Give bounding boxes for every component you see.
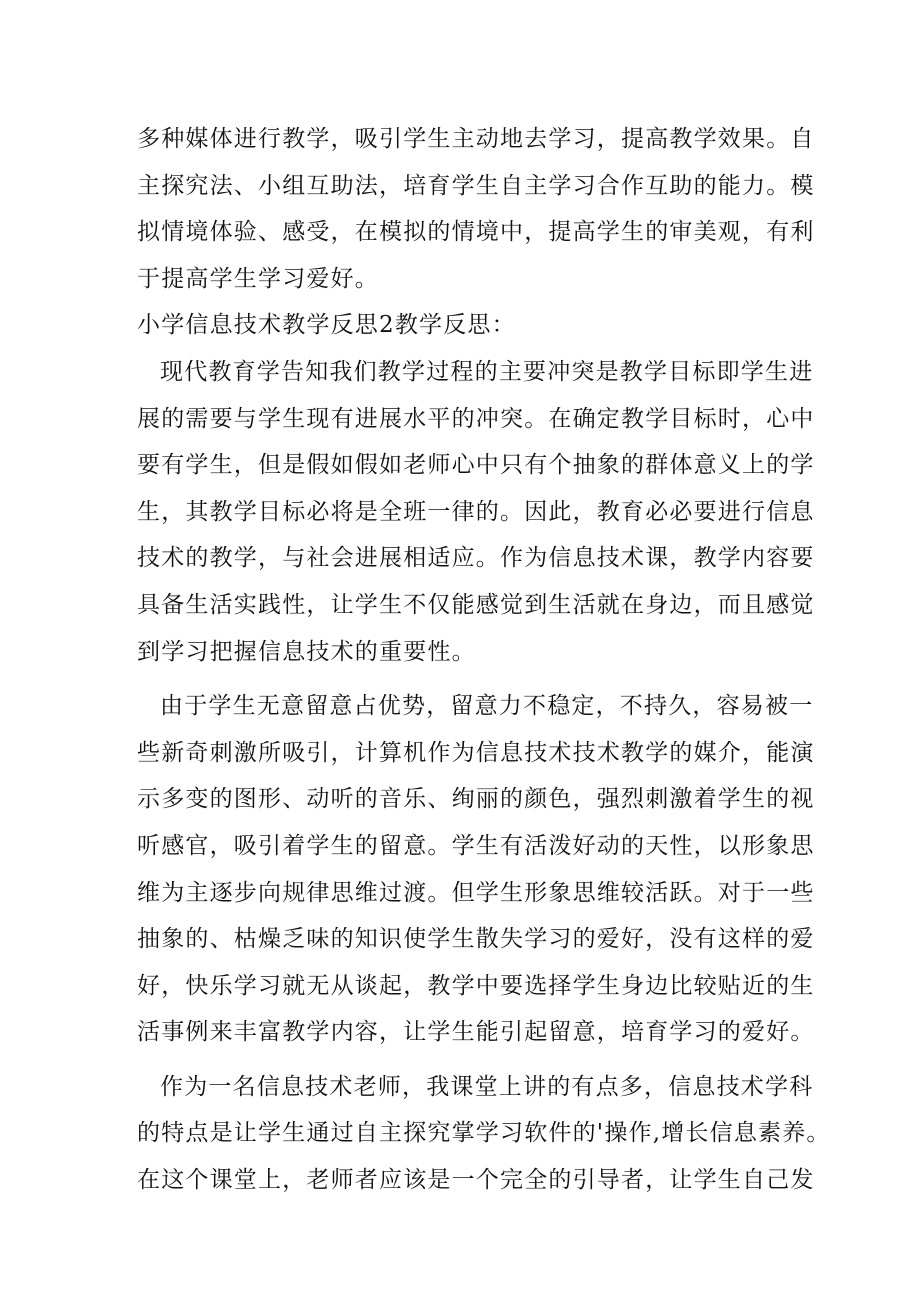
paragraph-1 [137, 349, 815, 675]
paragraph-gap [137, 1056, 797, 1064]
text-line: 主探究法、小组互助法，培育学生自主学习合作互助的能力。模 [137, 172, 815, 199]
text-line: 多种媒体进行教学，吸引学生主动地去学习，提高教学效果。自 [137, 126, 815, 152]
paragraph-2 [137, 683, 815, 1056]
text-line: 由于学生无意留意占优势，留意力不稳定，不持久，容易被一 [160, 693, 814, 720]
text-line: 作为一名信息技术老师，我课堂上讲的有点多，信息技术学科 [160, 1073, 814, 1100]
text-line: 听感官，吸引着学生的留意。学生有活泼好动的天性，以形象思 [137, 832, 815, 859]
text-line: 要有学生，但是假如假如老师心中只有个抽象的群体意义上的学 [137, 452, 815, 479]
paragraph-3 [137, 1064, 831, 1204]
text-line: 的特点是让学生通过自主探究掌学习软件的'操作,增长信息素养。 [137, 1120, 831, 1147]
text-line: 好，快乐学习就无从谈起，教学中要选择学生身边比较贴近的生 [137, 972, 815, 999]
text-line: 具备生活实践性，让学生不仅能感觉到生活就在身边，而且感觉 [137, 591, 815, 618]
paragraph-gap [137, 675, 797, 683]
text-line: 拟情境体验、感受，在模拟的情境中，提高学生的审美观，有利 [137, 219, 815, 246]
text-line: 示多变的图形、动听的音乐、绚丽的颜色，强烈刺激着学生的视 [137, 786, 815, 813]
text-line: 抽象的、枯燥乏味的知识使学生散失学习的爱好，没有这样的爱 [137, 926, 815, 953]
document-body [137, 116, 831, 1204]
text-line: 生，其教学目标必将是全班一律的。因此，教育必必要进行信息 [137, 498, 815, 525]
intro-paragraph [137, 116, 815, 302]
text-line: 在这个课堂上，老师者应该是一个完全的引导者，让学生自己发 [137, 1167, 815, 1194]
section-heading: 小学信息技术教学反思2教学反思： [137, 312, 516, 339]
text-line: 展的需要与学生现有进展水平的冲突。在确定教学目标时，心中 [137, 405, 815, 432]
text-line: 维为主逐步向规律思维过渡。但学生形象思维较活跃。对于一些 [137, 879, 815, 906]
text-line: 活事例来丰富教学内容，让学生能引起留意，培育学习的爱好。 [137, 1019, 815, 1046]
text-line: 到学习把握信息技术的重要性。 [137, 638, 476, 665]
text-line: 现代教育学告知我们教学过程的主要冲突是教学目标即学生进 [160, 358, 814, 385]
text-line: 于提高学生学习爱好。 [137, 265, 379, 292]
text-line: 些新奇刺激所吸引，计算机作为信息技术技术教学的媒介，能演 [137, 739, 815, 766]
text-line: 技术的教学，与社会进展相适应。作为信息技术课，教学内容要 [137, 545, 815, 572]
